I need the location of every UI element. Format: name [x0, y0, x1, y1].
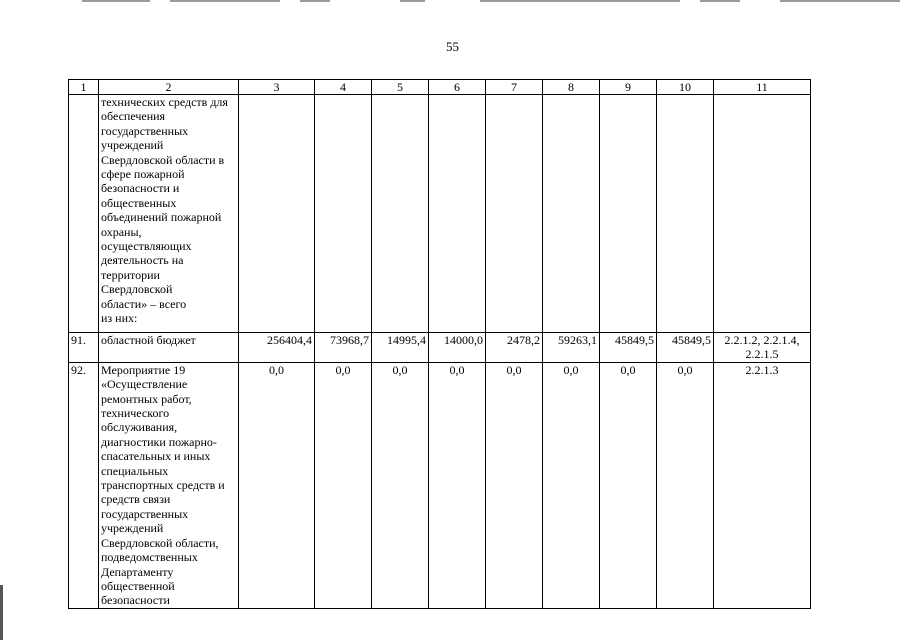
value-cell: 0,0	[600, 362, 657, 608]
value-cell: 0,0	[239, 362, 315, 608]
value-cell	[486, 95, 543, 333]
scan-artifact-line	[700, 0, 740, 2]
value-cell: 14000,0	[429, 333, 486, 363]
column-header: 10	[657, 80, 714, 95]
row-description: Мероприятие 19 «Осуществление ремонтных работ, технического обслуживания, диагностики пожарно- спасательных и иных специальных транспортных средств и средств связи государственных учреждений Свердловской области, подведомственных Департаменту общественной безопасности	[99, 362, 239, 608]
table-row	[69, 333, 811, 363]
scan-artifact-line	[400, 0, 425, 2]
value-cell: 0,0	[429, 362, 486, 608]
table-row	[69, 95, 811, 333]
value-cell: 0,0	[657, 362, 714, 608]
page-number: 55	[446, 39, 459, 54]
value-cell	[372, 95, 429, 333]
target-code-cell: 2.2.1.3	[714, 362, 811, 608]
column-header: 5	[372, 80, 429, 95]
column-header: 6	[429, 80, 486, 95]
value-cell: 14995,4	[372, 333, 429, 363]
value-cell	[239, 95, 315, 333]
table-row	[69, 362, 811, 608]
value-cell	[657, 95, 714, 333]
value-cell: 2478,2	[486, 333, 543, 363]
target-code-cell: 2.2.1.2, 2.2.1.4, 2.2.1.5	[714, 333, 811, 363]
column-header: 8	[543, 80, 600, 95]
column-header: 3	[239, 80, 315, 95]
column-header: 1	[69, 80, 99, 95]
value-cell: 73968,7	[315, 333, 372, 363]
column-header: 7	[486, 80, 543, 95]
value-cell: 0,0	[372, 362, 429, 608]
value-cell: 45849,5	[657, 333, 714, 363]
value-cell: 256404,4	[239, 333, 315, 363]
value-cell: 0,0	[486, 362, 543, 608]
value-cell	[429, 95, 486, 333]
column-header: 4	[315, 80, 372, 95]
scan-edge-mark	[0, 585, 3, 640]
scan-artifact-line	[300, 0, 330, 2]
row-number: 92.	[69, 362, 99, 608]
scan-artifact-line	[480, 0, 680, 2]
row-number: 91.	[69, 333, 99, 363]
row-number	[69, 95, 99, 333]
column-header: 2	[99, 80, 239, 95]
budget-table	[68, 79, 811, 609]
target-code-cell	[714, 95, 811, 333]
column-header: 9	[600, 80, 657, 95]
value-cell	[600, 95, 657, 333]
value-cell	[315, 95, 372, 333]
scan-artifact-line	[82, 0, 150, 2]
scan-artifact-line	[170, 0, 280, 2]
scan-artifact-line	[780, 0, 900, 2]
value-cell	[543, 95, 600, 333]
column-header: 11	[714, 80, 811, 95]
value-cell: 45849,5	[600, 333, 657, 363]
value-cell: 0,0	[315, 362, 372, 608]
row-description: областной бюджет	[99, 333, 239, 363]
value-cell: 0,0	[543, 362, 600, 608]
table-header-row	[69, 80, 811, 95]
value-cell: 59263,1	[543, 333, 600, 363]
row-description: технических средств для обеспечения государственных учреждений Свердловской области в сфере пожарной безопасности и общественных объединений пожарной охраны, осуществляющих деятельность на территории Свердловской области» – всего из них:	[99, 95, 239, 333]
